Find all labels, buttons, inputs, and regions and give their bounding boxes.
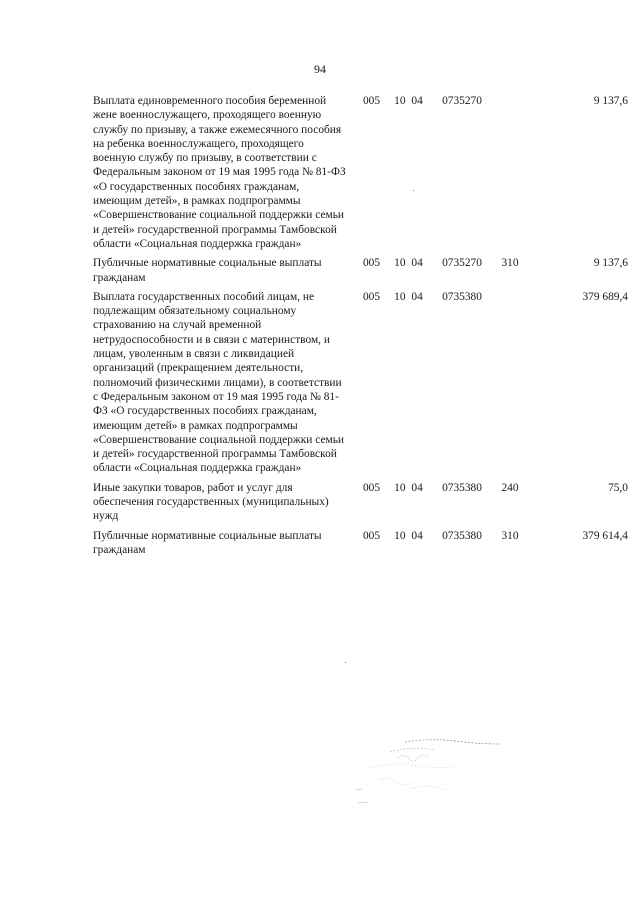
section-code: 10 04 [394,257,423,270]
target-code: 0735380 [442,481,482,494]
section-code: 10 04 [394,529,423,542]
admin-code: 005 [362,257,381,270]
amount: 9 137,6 [593,95,628,107]
table-row [93,481,628,529]
target-code: 0735380 [442,529,482,542]
expense-type-code: 310 [501,529,519,542]
budget-table [93,94,628,562]
row-name: Иные закупки товаров, работ и услуг для обеспечения государственных (муниципальных) нужд [93,481,329,523]
row-name: Выплата единовременного пособия беременной жене военнослужащего, проходящего военную службу по призыву, а также ежемесячного пособия на ребенка военнослужащего, проходящего военную службу по призыву, в соответствии с Федеральным законом от 19 мая 1995 года № 81-ФЗ «О государственных пособиях гражданам, имеющим детей», в рамках подпрограммы «Совершенствование социальной поддержки семьи и детей» государственной программы Тамбовской области «Социальная поддержка граждан» [93,95,346,250]
target-code: 0735270 [442,95,482,107]
page-number: 94 [314,62,326,76]
amount: 379 614,4 [582,529,628,542]
stamp-scribble [350,728,510,818]
amount: 75,0 [608,481,628,494]
table-body [93,94,628,562]
admin-code: 005 [362,95,381,107]
section-code: 10 04 [394,95,423,107]
table-row [93,256,628,290]
expense-type-code [495,290,525,481]
table-row [93,94,628,256]
expense-type-code: 240 [501,481,519,494]
section-code: 10 04 [394,481,423,494]
target-code: 0735270 [442,257,482,270]
speck [413,190,414,191]
expense-type-code [495,94,525,256]
table-row [93,290,628,481]
table-row [93,529,628,563]
section-code: 10 04 [394,290,423,303]
amount: 9 137,6 [593,257,628,270]
row-name: Публичные нормативные социальные выплаты гражданам [93,257,322,284]
speck [345,662,346,663]
row-name: Выплата государственных пособий лицам, не подлежащим обязательному социальному страхованию на случай временной нетрудоспособности и в связи с материнством, и лицам, уволенным в связи с ликвидацией организаций (прекращением деятельности, полномочий физическими лицами), в соответствии с Федеральным законом от 19 мая 1995 года № 81-ФЗ «О государственных пособиях гражданам, имеющим детей» в рамках подпрограммы «Совершенствование социальной поддержки семьи и детей» государственной программы Тамбовской области «Социальная поддержка граждан» [93,290,344,475]
row-name: Публичные нормативные социальные выплаты гражданам [93,529,322,556]
expense-type-code: 310 [501,257,519,270]
faint-stamp-mark [350,728,510,818]
admin-code: 005 [362,481,381,494]
admin-code: 005 [362,290,381,303]
amount: 379 689,4 [582,290,628,303]
target-code: 0735380 [442,290,482,303]
admin-code: 005 [362,529,381,542]
